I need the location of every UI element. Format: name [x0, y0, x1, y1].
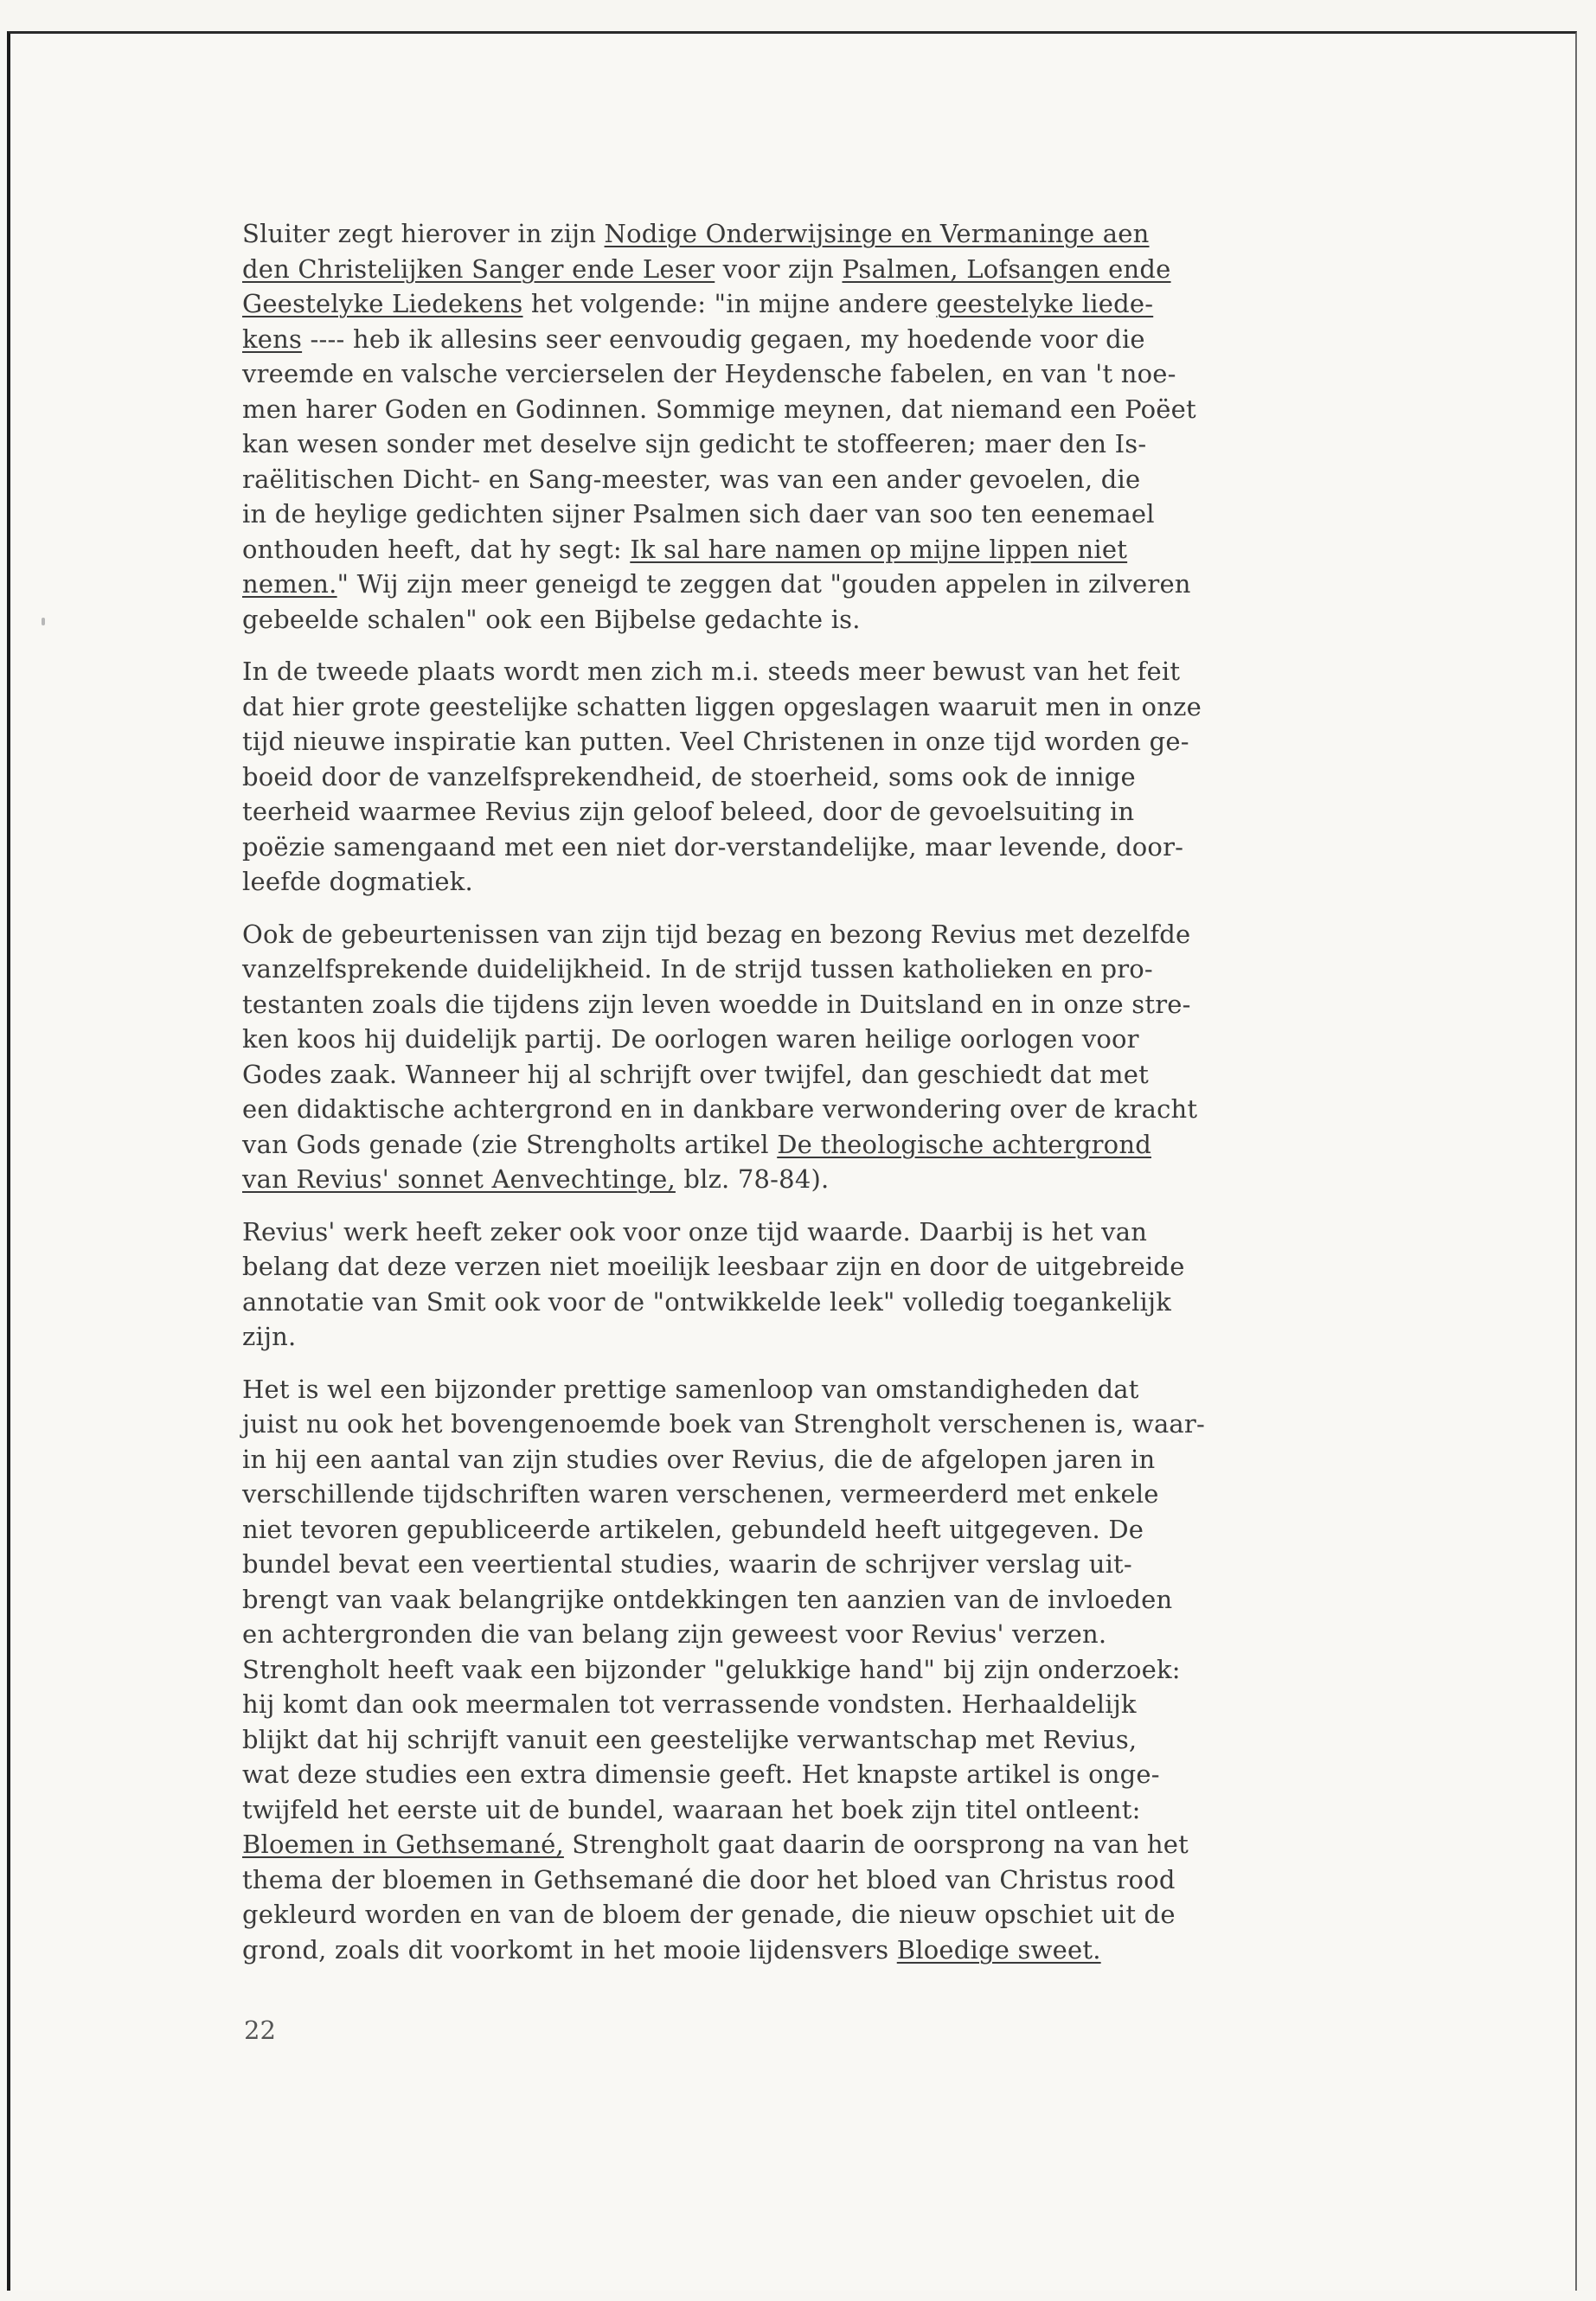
- paragraph: [242, 216, 1388, 637]
- text-line: [242, 1022, 1388, 1057]
- text-run: brengt van vaak belangrijke ontdekkingen ten aanzien van de invloeden: [242, 1584, 1173, 1614]
- text-run: kan wesen sonder met deselve sijn gedicht te stoffeeren; maer den Is-: [242, 429, 1147, 458]
- text-line: [242, 322, 1388, 357]
- text-run: ---- heb ik allesins seer eenvoudig gegaen, my hoedende voor die: [302, 324, 1145, 354]
- text-run: vreemde en valsche vercierselen der Heydensche fabelen, en van 't noe-: [242, 359, 1176, 388]
- text-run: annotatie van Smit ook voor de "ontwikkelde leek" volledig toegankelijk: [242, 1286, 1171, 1317]
- underlined-title: Bloemen in Gethsemané,: [242, 1830, 564, 1859]
- text-line: [242, 760, 1388, 795]
- text-run: raëlitischen Dicht- en Sang-meester, was van een ander gevoelen, die: [242, 464, 1141, 494]
- text-line: [242, 1057, 1388, 1093]
- text-line: [242, 724, 1388, 760]
- text-line: [242, 952, 1388, 987]
- body-text: [242, 216, 1388, 1984]
- text-line: [242, 1249, 1388, 1285]
- underlined-title: den Christelijken Sanger ende Leser: [242, 253, 715, 284]
- text-run: leefde dogmatiek.: [242, 867, 473, 896]
- text-line: [242, 1757, 1388, 1792]
- underlined-title: Geestelyke Liedekens: [242, 289, 523, 318]
- text-run: grond, zoals dit voorkomt in het mooie lijdensvers: [242, 1934, 897, 1965]
- text-run: Strengholt gaat daarin de oorsprong na van het: [563, 1830, 1189, 1859]
- text-line: [242, 1687, 1388, 1722]
- text-run: van Gods genade (zie Strengholts artikel: [242, 1129, 778, 1159]
- paragraph: [242, 1215, 1388, 1355]
- text-run: poëzie samengaand met een niet dor-verstandelijke, maar levende, door-: [242, 831, 1184, 862]
- text-line: [242, 1547, 1388, 1582]
- text-line: [242, 216, 1388, 252]
- text-run: voor zijn: [715, 253, 843, 284]
- text-line: [242, 654, 1388, 689]
- text-run: bundel bevat een veertiental studies, waarin de schrijver verslag uit-: [242, 1549, 1132, 1579]
- text-line: [242, 794, 1388, 830]
- text-line: [242, 1372, 1388, 1407]
- text-run: ken koos hij duidelijk partij. De oorlogen waren heilige oorlogen voor: [242, 1024, 1139, 1054]
- text-line: [242, 689, 1388, 725]
- text-line: [242, 532, 1388, 567]
- text-run: Het is wel een bijzonder prettige samenloop van omstandigheden dat: [242, 1374, 1139, 1404]
- text-line: [242, 917, 1388, 952]
- underlined-title: van Revius' sonnet Aenvechtinge,: [242, 1164, 676, 1194]
- text-run: men harer Goden en Godinnen. Sommige meynen, dat niemand een Poëet: [242, 394, 1196, 424]
- text-run: verschillende tijdschriften waren verschenen, vermeerderd met enkele: [242, 1479, 1159, 1509]
- text-run: Sluiter zegt hierover in zijn: [242, 219, 605, 248]
- text-run: juist nu ook het bovengenoemde boek van Strengholt verschenen is, waar-: [242, 1409, 1205, 1439]
- text-run: gekleurd worden en van de bloem der genade, die nieuw opschiet uit de: [242, 1900, 1176, 1929]
- text-line: [242, 392, 1388, 427]
- text-run: hij komt dan ook meermalen tot verrassende vondsten. Herhaaldelijk: [242, 1689, 1137, 1719]
- text-line: [242, 1792, 1388, 1828]
- text-line: [242, 987, 1388, 1022]
- text-run: vanzelfsprekende duidelijkheid. In de strijd tussen katholieken en pro-: [242, 954, 1153, 984]
- text-run: wat deze studies een extra dimensie geeft. Het knapste artikel is onge-: [242, 1759, 1160, 1789]
- text-line: [242, 567, 1388, 602]
- text-line: [242, 426, 1388, 462]
- text-run: twijfeld het eerste uit de bundel, waaraan het boek zijn titel ontleent:: [242, 1794, 1141, 1824]
- text-line: [242, 286, 1388, 322]
- text-line: [242, 602, 1388, 638]
- text-run: gebeelde schalen" ook een Bijbelse gedachte is.: [242, 604, 861, 634]
- text-line: [242, 1092, 1388, 1127]
- text-run: het volgende: "in mijne andere: [522, 289, 937, 318]
- text-line: [242, 1127, 1388, 1163]
- paragraph: [242, 654, 1388, 900]
- text-run: " Wij zijn meer geneigd te zeggen dat "gouden appelen in zilveren: [337, 569, 1191, 599]
- text-run: zijn.: [242, 1322, 297, 1351]
- text-line: [242, 1319, 1388, 1355]
- underlined-title: geestelyke liede-: [936, 289, 1154, 318]
- text-line: [242, 1652, 1388, 1688]
- underlined-title: Psalmen, Lofsangen ende: [842, 253, 1171, 284]
- text-run: niet tevoren gepubliceerde artikelen, gebundeld heeft uitgegeven. De: [242, 1514, 1144, 1544]
- text-line: [242, 1442, 1388, 1477]
- underlined-title: Ik sal hare namen op mijne lippen niet: [630, 534, 1128, 564]
- underlined-title: Nodige Onderwijsinge en Vermaninge aen: [604, 219, 1150, 248]
- text-line: [242, 1827, 1388, 1862]
- text-line: [242, 497, 1388, 532]
- text-line: [242, 830, 1388, 865]
- underlined-title: nemen.: [242, 569, 337, 599]
- text-run: tijd nieuwe inspiratie kan putten. Veel Christenen in onze tijd worden ge-: [242, 727, 1189, 756]
- underlined-title: Bloedige sweet.: [896, 1934, 1101, 1965]
- text-line: [242, 1582, 1388, 1618]
- text-run: belang dat deze verzen niet moeilijk leesbaar zijn en door de uitgebreide: [242, 1252, 1185, 1281]
- page-number: 22: [244, 2016, 276, 2045]
- text-run: blijkt dat hij schrijft vanuit een geestelijke verwantschap met Revius,: [242, 1724, 1138, 1754]
- text-run: thema der bloemen in Gethsemané die door het bloed van Christus rood: [242, 1864, 1176, 1894]
- text-run: boeid door de vanzelfsprekendheid, de stoerheid, soms ook de innige: [242, 761, 1136, 792]
- underlined-title: kens: [242, 324, 303, 354]
- text-run: een didaktische achtergrond en in dankbare verwondering over de kracht: [242, 1094, 1198, 1124]
- text-line: [242, 1897, 1388, 1932]
- text-line: [242, 1477, 1388, 1512]
- text-run: In de tweede plaats wordt men zich m.i. steeds meer bewust van het feit: [242, 657, 1181, 686]
- text-run: onthouden heeft, dat hy segt:: [242, 534, 631, 564]
- text-run: teerheid waarmee Revius zijn geloof beleed, door de gevoelsuiting in: [242, 797, 1135, 826]
- text-run: Revius' werk heeft zeker ook voor onze tijd waarde. Daarbij is het van: [242, 1216, 1148, 1247]
- underlined-title: De theologische achtergrond: [777, 1129, 1151, 1159]
- text-run: in de heylige gedichten sijner Psalmen sich daer van soo ten eenemael: [242, 499, 1155, 529]
- text-run: Strengholt heeft vaak een bijzonder "gelukkige hand" bij zijn onderzoek:: [242, 1654, 1181, 1684]
- text-line: [242, 1407, 1388, 1442]
- text-line: [242, 1617, 1388, 1652]
- text-line: [242, 1512, 1388, 1548]
- text-line: [242, 1722, 1388, 1758]
- text-run: in hij een aantal van zijn studies over Revius, die de afgelopen jaren in: [242, 1444, 1156, 1474]
- text-run: Godes zaak. Wanneer hij al schrijft over twijfel, dan geschiedt dat met: [242, 1059, 1149, 1089]
- text-line: [242, 1215, 1388, 1250]
- text-line: [242, 252, 1388, 287]
- text-line: [242, 1862, 1388, 1898]
- text-line: [242, 462, 1388, 497]
- text-run: blz. 78-84).: [675, 1164, 830, 1194]
- text-run: testanten zoals die tijdens zijn leven woedde in Duitsland en in onze stre-: [242, 989, 1191, 1019]
- text-line: [242, 864, 1388, 900]
- paragraph: [242, 1372, 1388, 1968]
- text-line: [242, 1932, 1388, 1968]
- text-run: en achtergronden die van belang zijn geweest voor Revius' verzen.: [242, 1619, 1107, 1649]
- text-line: [242, 356, 1388, 392]
- scan-speck: [42, 618, 45, 625]
- text-line: [242, 1162, 1388, 1197]
- text-run: Ook de gebeurtenissen van zijn tijd bezag en bezong Revius met dezelfde: [242, 919, 1191, 949]
- text-line: [242, 1285, 1388, 1320]
- text-run: dat hier grote geestelijke schatten liggen opgeslagen waaruit men in onze: [242, 691, 1202, 721]
- paragraph: [242, 917, 1388, 1197]
